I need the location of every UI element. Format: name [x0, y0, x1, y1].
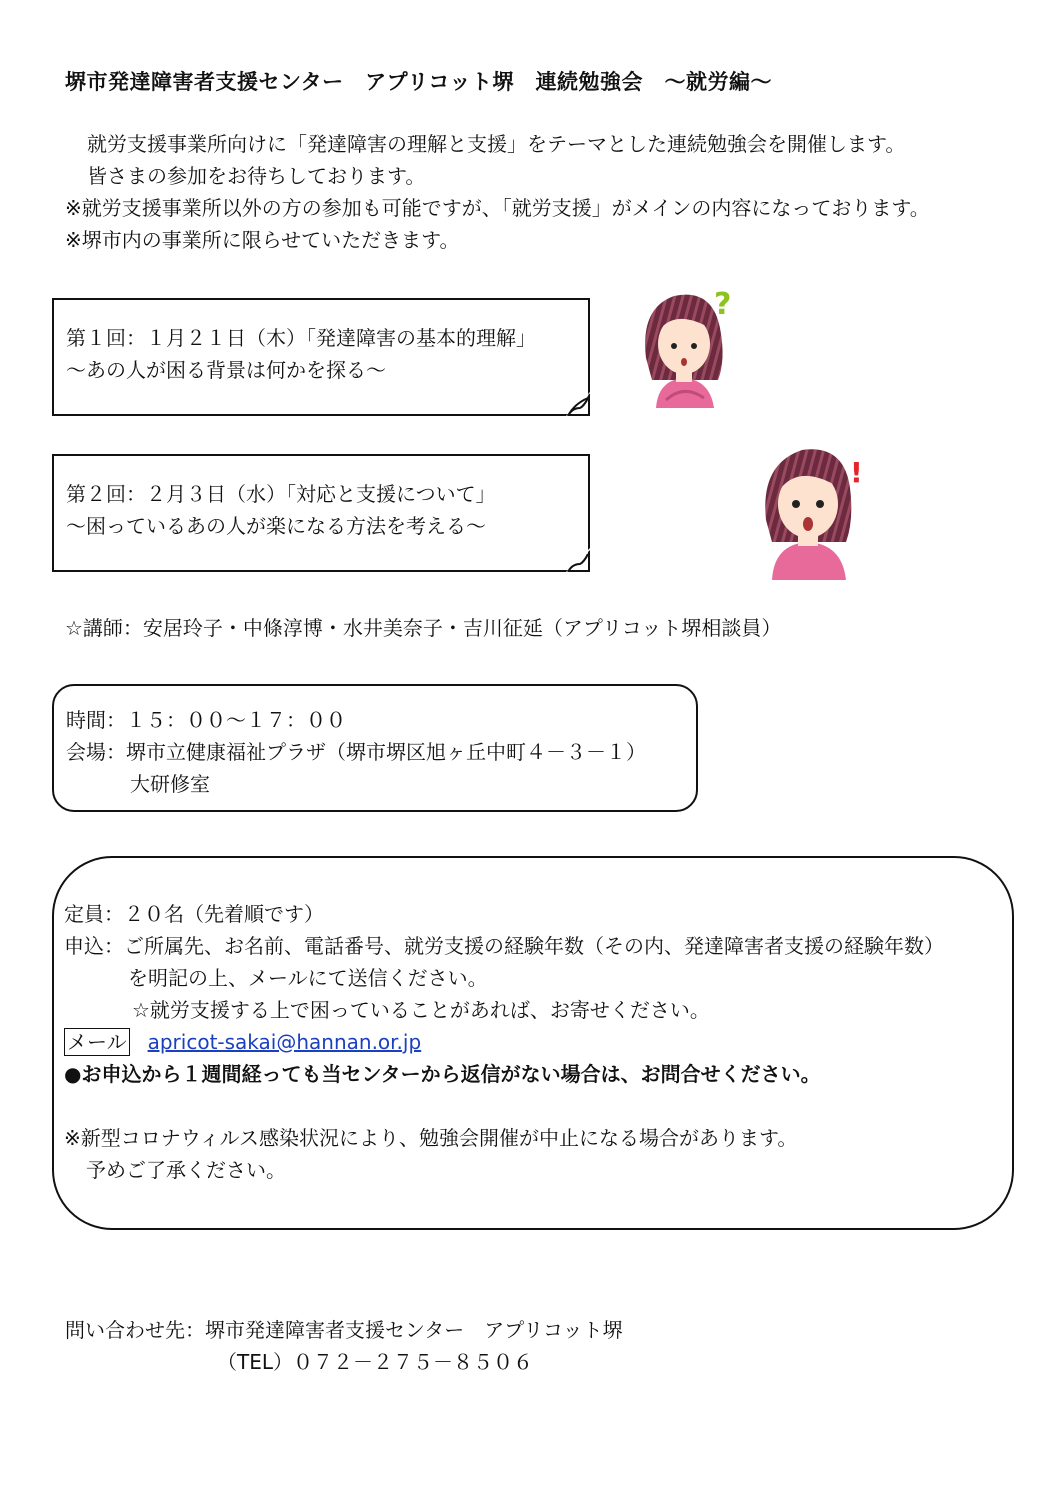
svg-text:!: ! — [850, 456, 863, 489]
contact-line: 問い合わせ先：堺市発達障害者支援センター アプリコット堺 — [65, 1318, 623, 1342]
intro-line: 就労支援事業所向けに「発達障害の理解と支援」をテーマとした連続勉強会を開催します。 — [87, 132, 906, 156]
email-link[interactable]: apricot-sakai@hannan.or.jp — [147, 1030, 422, 1054]
session-2-text — [66, 478, 496, 542]
instructors: ☆講師：安居玲子・中條淳博・水井美奈子・吉川征延（アプリコット堺相談員） — [65, 616, 782, 640]
session-2-box — [52, 454, 590, 572]
session-1-box — [52, 298, 590, 416]
page-fold-icon — [566, 548, 590, 572]
contact-phone: （TEL）０７２－２７５－８５０６ — [217, 1350, 533, 1374]
covid-note: ※新型コロナウィルス感染状況により、勉強会開催が中止になる場合があります。 — [64, 1126, 798, 1150]
intro — [65, 128, 930, 256]
svg-text:?: ? — [714, 288, 732, 322]
schedule-room: 大研修室 — [130, 772, 210, 796]
schedule-venue: 会場：堺市立健康福祉プラザ（堺市堺区旭ヶ丘中町４－３－１） — [66, 740, 646, 764]
session-1-text — [66, 322, 536, 386]
woman-surprised-exclamation-icon — [758, 442, 868, 582]
intro-line: 皆さまの参加をお待ちしております。 — [87, 164, 426, 188]
apply-info: 申込：ご所属先、お名前、電話番号、就労支援の経験年数（その内、発達障害者支援の経験年数） — [64, 934, 944, 958]
reply-note: ●お申込から１週間経っても当センターから返信がない場合は、お問合せください。 — [64, 1062, 821, 1086]
session-1-subtitle: ～あの人が困る背景は何かを探る～ — [66, 358, 386, 382]
schedule-box — [52, 684, 698, 812]
page-fold-icon — [566, 392, 590, 416]
email-row — [64, 1026, 944, 1058]
session-2-subtitle: ～困っているあの人が楽になる方法を考える～ — [66, 514, 486, 538]
apply-consult: ☆就労支援する上で困っていることがあれば、お寄せください。 — [132, 998, 710, 1022]
woman-thinking-question-icon — [634, 288, 744, 414]
covid-note-cont: 予めご了承ください。 — [86, 1158, 286, 1182]
contact — [65, 1314, 623, 1378]
application-box — [52, 856, 1014, 1230]
schedule-time: 時間：１５：００～１７：００ — [66, 708, 346, 732]
apply-info-cont: を明記の上、メールにて送信ください。 — [128, 966, 488, 990]
capacity: 定員：２０名（先着順です） — [64, 902, 324, 926]
email-label: メール — [64, 1028, 130, 1056]
intro-note: ※堺市内の事業所に限らせていただきます。 — [65, 228, 460, 252]
session-1-title: 第１回：１月２１日（木）「発達障害の基本的理解」 — [66, 326, 536, 350]
page-title: 堺市発達障害者支援センター アプリコット堺 連続勉強会 ～就労編～ — [65, 70, 772, 94]
intro-note: ※就労支援事業所以外の方の参加も可能ですが、「就労支援」がメインの内容になっております。 — [65, 196, 930, 220]
session-2-title: 第２回：２月３日（水）「対応と支援について」 — [66, 482, 496, 506]
